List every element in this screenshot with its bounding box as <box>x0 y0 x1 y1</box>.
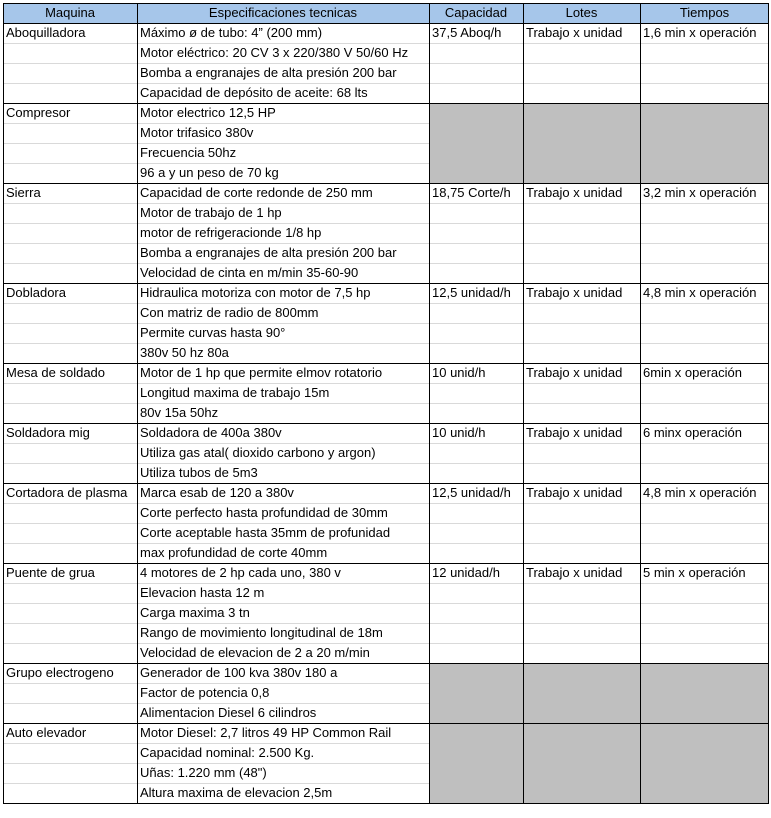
value-separator <box>429 343 769 344</box>
time-value: 6min x operación <box>643 365 742 380</box>
capacity-value: 18,75 Corte/h <box>432 185 511 200</box>
empty-cell <box>640 723 769 803</box>
capacity-value: 10 unid/h <box>432 365 486 380</box>
row-border <box>3 283 769 284</box>
column-border <box>137 3 138 804</box>
row-border <box>3 363 769 364</box>
spec-line: Velocidad de cinta en m/min 35-60-90 <box>140 265 359 280</box>
spec-line: Marca esab de 120 a 380v <box>140 485 294 500</box>
spec-line: Motor electrico 12,5 HP <box>140 105 276 120</box>
empty-cell <box>429 103 523 183</box>
batch-value: Trabajo x unidad <box>526 425 623 440</box>
spec-line: Hidraulica motoriza con motor de 7,5 hp <box>140 285 371 300</box>
row-border <box>3 563 769 564</box>
header-capacidad: Capacidad <box>429 3 523 23</box>
row-border <box>3 423 769 424</box>
spec-line: Rango de movimiento longitudinal de 18m <box>140 625 383 640</box>
time-value: 5 min x operación <box>643 565 746 580</box>
batch-value: Trabajo x unidad <box>526 25 623 40</box>
spec-line: Capacidad de corte redonde de 250 mm <box>140 185 373 200</box>
value-separator <box>429 603 769 604</box>
row-border <box>3 723 769 724</box>
column-border <box>429 3 430 804</box>
row-border <box>3 663 769 664</box>
batch-value: Trabajo x unidad <box>526 485 623 500</box>
spec-line: Soldadora de 400a 380v <box>140 425 282 440</box>
spec-line: motor de refrigeracionde 1/8 hp <box>140 225 322 240</box>
capacity-value: 10 unid/h <box>432 425 486 440</box>
capacity-value: 37,5 Aboq/h <box>432 25 502 40</box>
machine-name: Cortadora de plasma <box>6 485 128 500</box>
header-maquina: Maquina <box>3 3 137 23</box>
empty-cell <box>640 103 769 183</box>
spec-line: Corte aceptable hasta 35mm de profunidad <box>140 525 391 540</box>
value-separator <box>429 623 769 624</box>
machine-specs-table <box>3 3 769 815</box>
spec-line: Con matriz de radio de 800mm <box>140 305 319 320</box>
machine-name: Mesa de soldado <box>6 365 106 380</box>
spec-line: Bomba a engranajes de alta presión 200 bar <box>140 245 397 260</box>
time-value: 1,6 min x operación <box>643 25 757 40</box>
value-separator <box>429 503 769 504</box>
spec-line: Elevacion hasta 12 m <box>140 585 265 600</box>
row-border <box>3 803 769 804</box>
row-border <box>3 23 769 24</box>
empty-cell <box>523 103 640 183</box>
time-value: 3,2 min x operación <box>643 185 757 200</box>
spec-line: Motor de 1 hp que permite elmov rotatorio <box>140 365 383 380</box>
value-separator <box>429 643 769 644</box>
machine-name: Grupo electrogeno <box>6 665 114 680</box>
empty-cell <box>523 663 640 723</box>
time-value: 6 minx operación <box>643 425 742 440</box>
empty-cell <box>640 663 769 723</box>
spec-line: Máximo ø de tubo: 4” (200 mm) <box>140 25 323 40</box>
time-value: 4,8 min x operación <box>643 285 757 300</box>
batch-value: Trabajo x unidad <box>526 365 623 380</box>
column-border <box>523 3 524 804</box>
spec-line: Bomba a engranajes de alta presión 200 bar <box>140 65 397 80</box>
row-border <box>3 183 769 184</box>
spec-line: Longitud maxima de trabajo 15m <box>140 385 330 400</box>
spec-line: Factor de potencia 0,8 <box>140 685 270 700</box>
batch-value: Trabajo x unidad <box>526 185 623 200</box>
value-separator <box>429 443 769 444</box>
spec-line: 380v 50 hz 80a <box>140 345 229 360</box>
spec-line: Velocidad de elevacion de 2 a 20 m/min <box>140 645 370 660</box>
spec-line: Utiliza tubos de 5m3 <box>140 465 258 480</box>
value-separator <box>429 323 769 324</box>
spec-line: Motor trifasico 380v <box>140 125 254 140</box>
spec-line: Permite curvas hasta 90° <box>140 325 286 340</box>
row-border <box>3 103 769 104</box>
column-border <box>768 3 769 804</box>
row-border <box>3 483 769 484</box>
spec-line: Motor eléctrico: 20 CV 3 x 220/380 V 50/60 Hz <box>140 45 409 60</box>
spec-line: Capacidad de depósito de aceite: 68 lts <box>140 85 368 100</box>
machine-name: Compresor <box>6 105 71 120</box>
batch-value: Trabajo x unidad <box>526 285 623 300</box>
value-separator <box>429 203 769 204</box>
machine-name: Sierra <box>6 185 41 200</box>
spec-line: Motor de trabajo de 1 hp <box>140 205 282 220</box>
spec-line: Capacidad nominal: 2.500 Kg. <box>140 745 315 760</box>
spec-line: 4 motores de 2 hp cada uno, 380 v <box>140 565 341 580</box>
value-separator <box>429 463 769 464</box>
value-separator <box>429 83 769 84</box>
spec-line: Carga maxima 3 tn <box>140 605 250 620</box>
capacity-value: 12 unidad/h <box>432 565 500 580</box>
machine-name: Puente de grua <box>6 565 95 580</box>
value-separator <box>429 383 769 384</box>
value-separator <box>429 243 769 244</box>
spec-line: Corte perfecto hasta profundidad de 30mm <box>140 505 388 520</box>
value-separator <box>429 403 769 404</box>
header-lotes: Lotes <box>523 3 640 23</box>
column-border <box>3 3 4 804</box>
spec-line: Frecuencia 50hz <box>140 145 237 160</box>
header-especificaciones: Especificaciones tecnicas <box>137 3 429 23</box>
header-tiempos: Tiempos <box>640 3 769 23</box>
spec-line: max profundidad de corte 40mm <box>140 545 328 560</box>
spec-line: Utiliza gas atal( dioxido carbono y argon) <box>140 445 376 460</box>
machine-name: Soldadora mig <box>6 425 90 440</box>
value-separator <box>429 43 769 44</box>
spec-line: Uñas: 1.220 mm (48") <box>140 765 267 780</box>
column-border <box>640 3 641 804</box>
value-separator <box>429 303 769 304</box>
row-border <box>3 3 769 4</box>
value-separator <box>429 523 769 524</box>
spec-line: Motor Diesel: 2,7 litros 49 HP Common Rail <box>140 725 392 740</box>
spec-line: Altura maxima de elevacion 2,5m <box>140 785 333 800</box>
machine-name: Aboquilladora <box>6 25 86 40</box>
spec-line: 80v 15a 50hz <box>140 405 219 420</box>
time-value: 4,8 min x operación <box>643 485 757 500</box>
value-separator <box>429 543 769 544</box>
capacity-value: 12,5 unidad/h <box>432 285 511 300</box>
value-separator <box>429 263 769 264</box>
batch-value: Trabajo x unidad <box>526 565 623 580</box>
empty-cell <box>429 723 523 803</box>
value-separator <box>429 583 769 584</box>
spec-line: Alimentacion Diesel 6 cilindros <box>140 705 317 720</box>
machine-name: Dobladora <box>6 285 66 300</box>
empty-cell <box>523 723 640 803</box>
value-separator <box>429 223 769 224</box>
capacity-value: 12,5 unidad/h <box>432 485 511 500</box>
spec-line: 96 a y un peso de 70 kg <box>140 165 279 180</box>
machine-name: Auto elevador <box>6 725 87 740</box>
empty-cell <box>429 663 523 723</box>
value-separator <box>429 63 769 64</box>
spec-line: Generador de 100 kva 380v 180 a <box>140 665 338 680</box>
